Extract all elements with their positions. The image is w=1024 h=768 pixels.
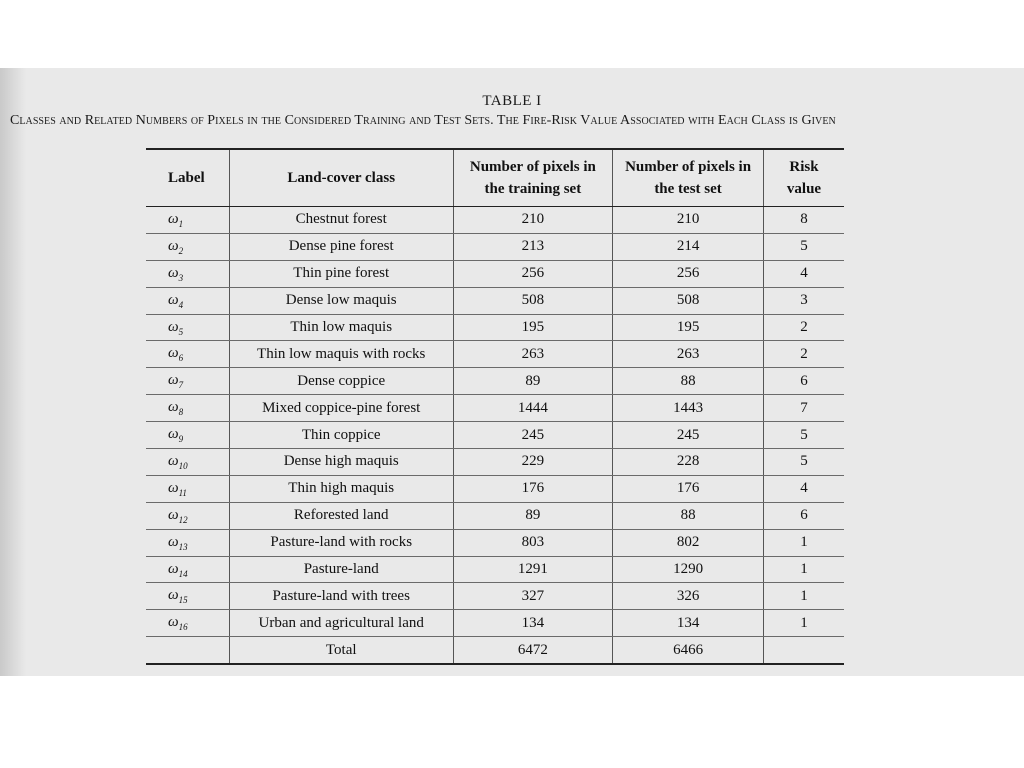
total-label-spacer — [146, 637, 229, 665]
row-label — [146, 556, 229, 583]
land-cover-class: Pasture-land with trees — [229, 583, 453, 610]
training-pixels: 195 — [453, 314, 613, 341]
total-training-pixels: 6472 — [453, 637, 613, 665]
table-title: TABLE I — [482, 93, 542, 109]
row-label — [146, 475, 229, 502]
row-label — [146, 368, 229, 395]
class-index: 2 — [178, 245, 184, 256]
training-pixels: 210 — [453, 207, 613, 234]
land-cover-class: Urban and agricultural land — [229, 610, 453, 637]
risk-value: 6 — [764, 502, 845, 529]
class-index: 14 — [178, 568, 188, 579]
training-pixels: 263 — [453, 341, 613, 368]
header-test-line2: the test set — [654, 181, 722, 197]
training-pixels: 89 — [453, 502, 613, 529]
class-symbol: ω — [168, 614, 179, 631]
class-symbol: ω — [168, 426, 179, 443]
row-label — [146, 207, 229, 234]
row-label — [146, 395, 229, 422]
land-cover-table — [146, 148, 844, 665]
class-symbol: ω — [168, 210, 179, 227]
class-symbol: ω — [168, 399, 179, 416]
training-pixels: 134 — [453, 610, 613, 637]
table-row — [146, 207, 844, 234]
test-pixels: 326 — [613, 583, 764, 610]
table-row — [146, 610, 844, 637]
scanned-page — [0, 68, 1024, 676]
risk-value: 1 — [764, 529, 845, 556]
row-label — [146, 422, 229, 449]
training-pixels: 256 — [453, 260, 613, 287]
test-pixels: 88 — [613, 368, 764, 395]
class-symbol: ω — [168, 237, 179, 254]
table-row — [146, 556, 844, 583]
class-index: 15 — [178, 595, 188, 606]
table-row — [146, 314, 844, 341]
total-test-pixels: 6466 — [613, 637, 764, 665]
test-pixels: 176 — [613, 475, 764, 502]
row-label — [146, 610, 229, 637]
class-index: 11 — [178, 487, 187, 498]
row-label — [146, 502, 229, 529]
table-row — [146, 422, 844, 449]
row-label — [146, 449, 229, 476]
class-symbol: ω — [168, 506, 179, 523]
risk-value: 6 — [764, 368, 845, 395]
page-edge-shadow — [0, 68, 26, 676]
risk-value: 1 — [764, 583, 845, 610]
class-index: 12 — [178, 514, 188, 525]
total-label: Total — [229, 637, 453, 665]
training-pixels: 803 — [453, 529, 613, 556]
training-pixels: 508 — [453, 287, 613, 314]
risk-value: 8 — [764, 207, 845, 234]
header-training-pixels — [453, 149, 613, 207]
table-row — [146, 260, 844, 287]
class-symbol: ω — [168, 479, 179, 496]
header-training-line2: the training set — [484, 181, 582, 197]
risk-value: 4 — [764, 260, 845, 287]
class-index: 13 — [178, 541, 188, 552]
row-label — [146, 314, 229, 341]
land-cover-class: Thin low maquis — [229, 314, 453, 341]
class-index: 5 — [178, 326, 184, 337]
land-cover-class: Chestnut forest — [229, 207, 453, 234]
header-risk-line1: Risk — [789, 159, 819, 175]
test-pixels: 263 — [613, 341, 764, 368]
table-row — [146, 233, 844, 260]
land-cover-class: Dense low maquis — [229, 287, 453, 314]
table-body — [146, 207, 844, 665]
land-cover-class: Dense coppice — [229, 368, 453, 395]
header-test-pixels — [613, 149, 764, 207]
class-index: 4 — [178, 299, 184, 310]
total-row — [146, 637, 844, 665]
class-index: 7 — [178, 380, 184, 391]
test-pixels: 802 — [613, 529, 764, 556]
land-cover-class: Reforested land — [229, 502, 453, 529]
total-risk-empty — [764, 637, 845, 665]
land-cover-class: Thin coppice — [229, 422, 453, 449]
table-row — [146, 502, 844, 529]
training-pixels: 176 — [453, 475, 613, 502]
class-index: 10 — [178, 460, 188, 471]
test-pixels: 228 — [613, 449, 764, 476]
table-row — [146, 475, 844, 502]
row-label — [146, 233, 229, 260]
header-test-line1: Number of pixels in — [625, 159, 752, 175]
header-training-line1: Number of pixels in — [469, 159, 596, 175]
risk-value: 1 — [764, 556, 845, 583]
row-label — [146, 529, 229, 556]
test-pixels: 508 — [613, 287, 764, 314]
land-cover-class: Thin pine forest — [229, 260, 453, 287]
row-label — [146, 341, 229, 368]
class-symbol: ω — [168, 345, 179, 362]
risk-value: 5 — [764, 449, 845, 476]
row-label — [146, 583, 229, 610]
class-symbol: ω — [168, 372, 179, 389]
land-cover-class: Dense pine forest — [229, 233, 453, 260]
training-pixels: 89 — [453, 368, 613, 395]
class-symbol: ω — [168, 452, 179, 469]
training-pixels: 1444 — [453, 395, 613, 422]
class-symbol: ω — [168, 587, 179, 604]
class-index: 1 — [178, 218, 184, 229]
training-pixels: 327 — [453, 583, 613, 610]
class-index: 3 — [178, 272, 184, 283]
table-row — [146, 341, 844, 368]
training-pixels: 1291 — [453, 556, 613, 583]
header-risk-line2: value — [786, 181, 822, 197]
test-pixels: 134 — [613, 610, 764, 637]
risk-value: 5 — [764, 422, 845, 449]
land-cover-class: Mixed coppice-pine forest — [229, 395, 453, 422]
land-cover-class: Thin high maquis — [229, 475, 453, 502]
land-cover-class: Pasture-land with rocks — [229, 529, 453, 556]
risk-value: 3 — [764, 287, 845, 314]
risk-value: 7 — [764, 395, 845, 422]
training-pixels: 213 — [453, 233, 613, 260]
test-pixels: 1290 — [613, 556, 764, 583]
risk-value: 5 — [764, 233, 845, 260]
header-row — [146, 149, 844, 207]
class-index: 8 — [178, 407, 184, 418]
row-label — [146, 287, 229, 314]
land-cover-class: Pasture-land — [229, 556, 453, 583]
table-row — [146, 287, 844, 314]
table-caption: Classes and Related Numbers of Pixels in the Considered Training and Test Sets. The Fire-Risk Value Associated with Each Class is Given — [10, 113, 836, 128]
risk-value: 1 — [764, 610, 845, 637]
table-row — [146, 529, 844, 556]
test-pixels: 88 — [613, 502, 764, 529]
test-pixels: 210 — [613, 207, 764, 234]
test-pixels: 256 — [613, 260, 764, 287]
risk-value: 2 — [764, 314, 845, 341]
test-pixels: 214 — [613, 233, 764, 260]
header-risk-value — [764, 149, 845, 207]
class-symbol: ω — [168, 318, 179, 335]
table-row — [146, 395, 844, 422]
class-index: 9 — [178, 434, 184, 445]
land-cover-class: Dense high maquis — [229, 449, 453, 476]
class-symbol: ω — [168, 560, 179, 577]
header-label: Label — [146, 149, 229, 207]
test-pixels: 1443 — [613, 395, 764, 422]
table-row — [146, 368, 844, 395]
test-pixels: 245 — [613, 422, 764, 449]
class-symbol: ω — [168, 264, 179, 281]
row-label — [146, 260, 229, 287]
training-pixels: 229 — [453, 449, 613, 476]
class-symbol: ω — [168, 533, 179, 550]
test-pixels: 195 — [613, 314, 764, 341]
header-land-cover: Land-cover class — [229, 149, 453, 207]
class-index: 6 — [178, 353, 184, 364]
risk-value: 2 — [764, 341, 845, 368]
table-row — [146, 583, 844, 610]
class-index: 16 — [178, 622, 188, 633]
training-pixels: 245 — [453, 422, 613, 449]
land-cover-class: Thin low maquis with rocks — [229, 341, 453, 368]
risk-value: 4 — [764, 475, 845, 502]
class-symbol: ω — [168, 291, 179, 308]
table-row — [146, 449, 844, 476]
